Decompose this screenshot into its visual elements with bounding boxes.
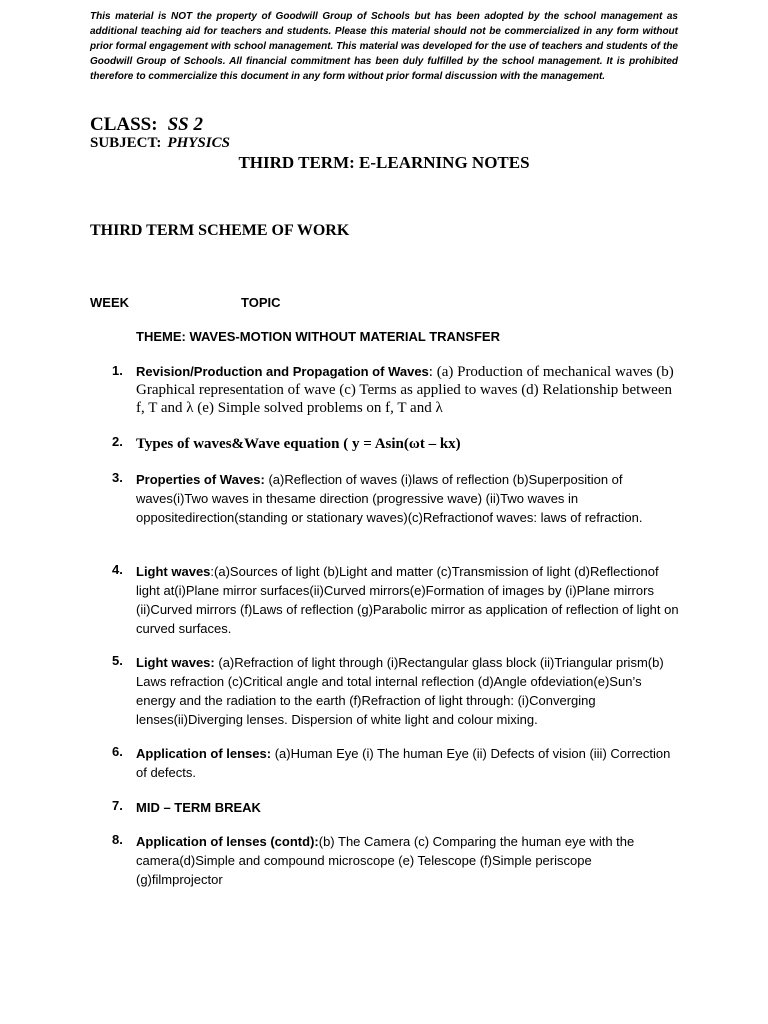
list-item-body	[136, 798, 681, 817]
list-item-body	[136, 363, 681, 417]
list-item-body	[136, 744, 681, 782]
list-item-lead: Types of waves&Wave equation ( y = Asin(ωt – kx)	[136, 436, 461, 452]
subject-value: PHYSICS	[167, 135, 230, 151]
list-item-number: 2.	[112, 434, 123, 449]
list-item-text: :(a)Sources of light (b)Light and matter (c)Transmission of light (d)Reflectionof light at(i)Plane mirror surfaces(ii)Curved mirrors(e)Formation of images by (i)Plane mirrors (ii)Curved mirrors (f)Laws of reflection (g)Parabolic mirror as application of reflection of light on curved surfaces.	[136, 564, 679, 636]
page-title: THIRD TERM: E-LEARNING NOTES	[238, 153, 530, 172]
class-value: SS 2	[167, 114, 203, 135]
list-item-number: 5.	[112, 653, 123, 668]
list-item-number: 4.	[112, 562, 123, 577]
scheme-heading: THIRD TERM SCHEME OF WORK	[90, 222, 350, 239]
column-header-week: WEEK	[90, 295, 129, 310]
theme-heading: THEME: WAVES-MOTION WITHOUT MATERIAL TRANSFER	[136, 329, 500, 344]
list-item-lead: Properties of Waves:	[136, 472, 265, 487]
list-item-text: (a)Reflection of waves (i)laws of reflection (b)Superposition of waves(i)Two waves in thesame direction (progressive wave) (ii)Two waves in oppositedirection(standing or stationary waves)(c)Refractionof waves: laws of refraction.	[136, 472, 643, 525]
list-item-lead: Light waves:	[136, 655, 215, 670]
subject-line	[90, 135, 230, 152]
list-item-body	[136, 562, 681, 638]
list-item-number: 8.	[112, 832, 123, 847]
disclaimer-text: This material is NOT the property of Goodwill Group of Schools but has been adopted by the school management as additional teaching aid for teachers and students. Please this material should not be commercialized in any form without prior formal engagement with school management. This material was developed for the use of teachers and students of the Goodwill Group of Schools. All financial commitment has been duly fulfilled by the school management. It is prohibited therefore to commercialize this document in any form without prior formal discussion with the management.	[90, 11, 678, 82]
list-item-number: 3.	[112, 470, 123, 485]
list-item-text: (a)Refraction of light through (i)Rectangular glass block (ii)Triangular prism(b) Laws refraction (c)Critical angle and total internal reflection (d)Angle ofdeviation(e)Sun’s energy and the radiation to the earth (f)Refraction of light through: (i)Converging lenses(ii)Diverging lenses. Dispersion of white light and colour mixing.	[136, 655, 664, 727]
column-header-topic: TOPIC	[241, 295, 281, 310]
list-item-text: (b) The Camera (c) Comparing the human eye with the camera(d)Simple and compound microscope (e) Telescope (f)Simple periscope (g)filmprojector	[136, 834, 635, 887]
list-item-text: (a)Human Eye (i) The human Eye (ii) Defects of vision (iii) Correction of defects.	[136, 746, 671, 780]
list-item-number: 7.	[112, 798, 123, 813]
list-item-number: 1.	[112, 363, 123, 378]
class-label: CLASS:	[90, 114, 158, 135]
class-line	[90, 114, 203, 136]
list-item-body	[136, 434, 681, 454]
list-item-lead: MID – TERM BREAK	[136, 800, 261, 815]
list-item-lead: Revision/Production and Propagation of Waves	[136, 364, 429, 379]
list-item-body	[136, 470, 681, 527]
list-item-body	[136, 653, 681, 729]
list-item-body	[136, 832, 681, 889]
list-item-text: : (a) Production of mechanical waves (b) Graphical representation of wave (c) Terms as applied to waves (d) Relationship between f, T and λ (e) Simple solved problems on f, T and λ	[136, 364, 674, 416]
list-item-number: 6.	[112, 744, 123, 759]
list-item-lead: Application of lenses:	[136, 746, 272, 761]
list-item-lead: Light waves	[136, 564, 211, 579]
subject-label: SUBJECT:	[90, 135, 162, 151]
list-item-lead: Application of lenses (contd):	[136, 834, 319, 849]
